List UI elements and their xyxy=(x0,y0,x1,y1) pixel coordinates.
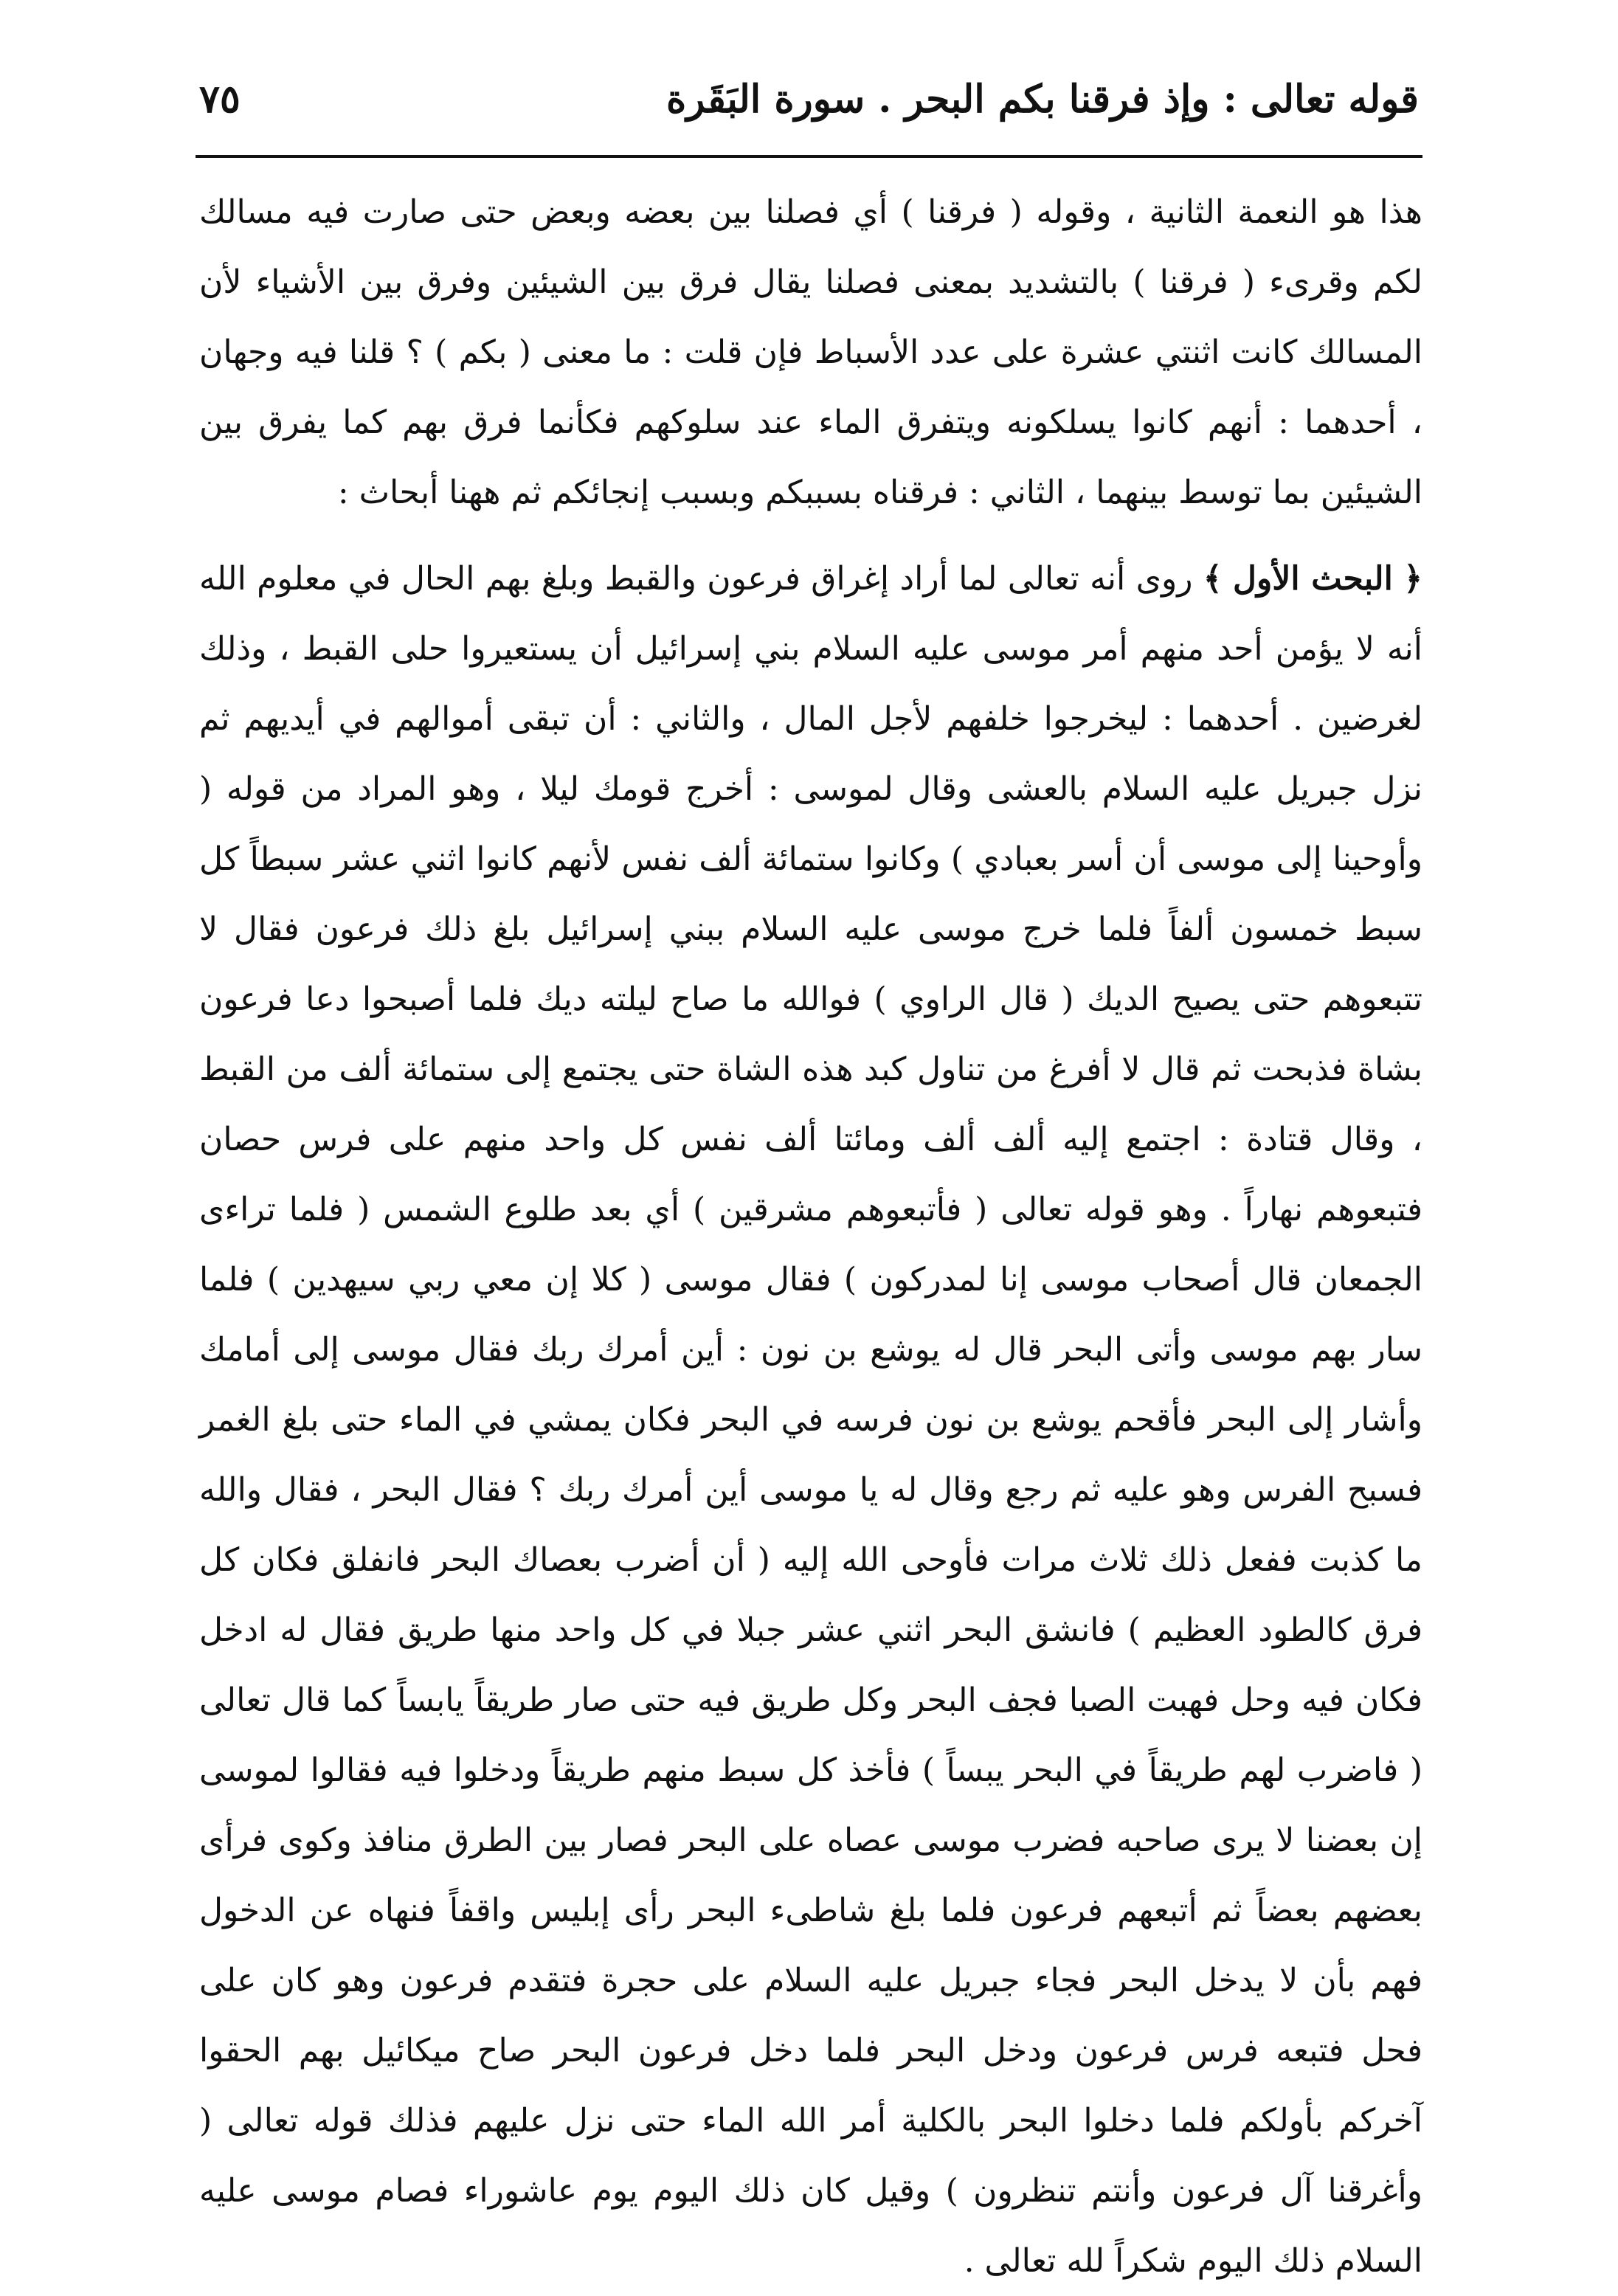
header-divider xyxy=(196,155,1422,158)
section-heading: البحث الأول xyxy=(1233,560,1393,598)
section-paragraph xyxy=(199,544,1422,2296)
running-title: قوله تعالى : وإذ فرقنا بكم البحر . سورة البَقَرة xyxy=(666,77,1419,122)
ornamental-open-bracket: ﴿ xyxy=(1403,560,1422,598)
page-number: ٧٥ xyxy=(199,77,241,122)
ornamental-close-bracket: ﴾ xyxy=(1203,560,1223,598)
section-body-text: روى أنه تعالى لما أراد إغراق فرعون والقبط وبلغ بهم الحال في معلوم الله أنه لا يؤمن أحد منهم أمر موسى عليه السلام بني إسرائيل أن يستعيروا حلى القبط ، وذلك لغرضين . أحدهما : ليخرجوا خلفهم لأجل المال ، والثاني : أن تبقى أموالهم في أيديهم ثم نزل جبريل عليه السلام بالعشى وقال لموسى : أخرج قومك ليلا ، وهو المراد من قوله ( وأوحينا إلى موسى أن أسر بعبادي ) وكانوا ستمائة ألف نفس لأنهم كانوا اثني عشر سبطاً كل سبط خمسون ألفاً فلما خرج موسى عليه السلام ببني إسرائيل بلغ ذلك فرعون فقال لا تتبعوهم حتى يصيح الديك ( قال الراوي ) فوالله ما صاح ليلته ديك فلما أصبحوا دعا فرعون بشاة فذبحت ثم قال لا أفرغ من تناول كبد هذه الشاة حتى يجتمع إلى ستمائة ألف من القبط ، وقال قتادة : اجتمع إليه ألف ألف ومائتا ألف نفس كل واحد منهم على فرس حصان فتبعوهم نهاراً . وهو قوله تعالى ( فأتبعوهم مشرقين ) أي بعد طلوع الشمس ( فلما تراءى الجمعان قال أصحاب موسى إنا لمدركون ) فقال موسى ( كلا إن معي ربي سيهدين ) فلما سار بهم موسى وأتى البحر قال له يوشع بن نون : أين أمرك ربك فقال موسى إلى أمامك وأشار إلى البحر فأقحم يوشع بن نون فرسه في البحر فكان يمشي في الماء حتى بلغ الغمر فسبح الفرس وهو عليه ثم رجع وقال له يا موسى أين أمرك ربك ؟ فقال البحر ، فقال والله ما كذبت ففعل ذلك ثلاث مرات فأوحى الله إليه ( أن أضرب بعصاك البحر فانفلق فكان كل فرق كالطود العظيم ) فانشق البحر اثني عشر جبلا في كل واحد منها طريق فقال له ادخل فكان فيه وحل فهبت الصبا فجف البحر وكل طريق فيه حتى صار طريقاً يابساً كما قال تعالى ( فاضرب لهم طريقاً في البحر يبساً ) فأخذ كل سبط منهم طريقاً ودخلوا فيه فقالوا لموسى إن بعضنا لا يرى صاحبه فضرب موسى عصاه على البحر فصار بين الطرق منافذ وكوى فرأى بعضهم بعضاً ثم أتبعهم فرعون فلما بلغ شاطىء البحر رأى إبليس واقفاً فنهاه عن الدخول فهم بأن لا يدخل البحر فجاء جبريل عليه السلام على حجرة فتقدم فرعون وهو كان على فحل فتبعه فرس فرعون ودخل البحر فلما دخل فرعون البحر صاح ميكائيل بهم الحقوا آخركم بأولكم فلما دخلوا البحر بالكلية أمر الله الماء حتى نزل عليهم فذلك قوله تعالى ( وأغرقنا آل فرعون وأنتم تنظرون ) وقيل كان ذلك اليوم يوم عاشوراء فصام موسى عليه السلام ذلك اليوم شكراً لله تعالى . xyxy=(199,560,1423,2280)
running-header xyxy=(199,70,1419,129)
page-body xyxy=(199,177,1422,2296)
intro-paragraph: هذا هو النعمة الثانية ، وقوله ( فرقنا ) أي فصلنا بين بعضه وبعض حتى صارت فيه مسالك لكم وقرىء ( فرقنا ) بالتشديد بمعنى فصلنا يقال فرق بين الشيئين وفرق بين الأشياء لأن المسالك كانت اثنتي عشرة على عدد الأسباط فإن قلت : ما معنى ( بكم ) ؟ قلنا فيه وجهان ، أحدهما : أنهم كانوا يسلكونه ويتفرق الماء عند سلوكهم فكأنما فرق بهم كما يفرق بين الشيئين بما توسط بينهما ، الثاني : فرقناه بسببكم وبسبب إنجائكم ثم ههنا أبحاث : xyxy=(199,193,1422,511)
